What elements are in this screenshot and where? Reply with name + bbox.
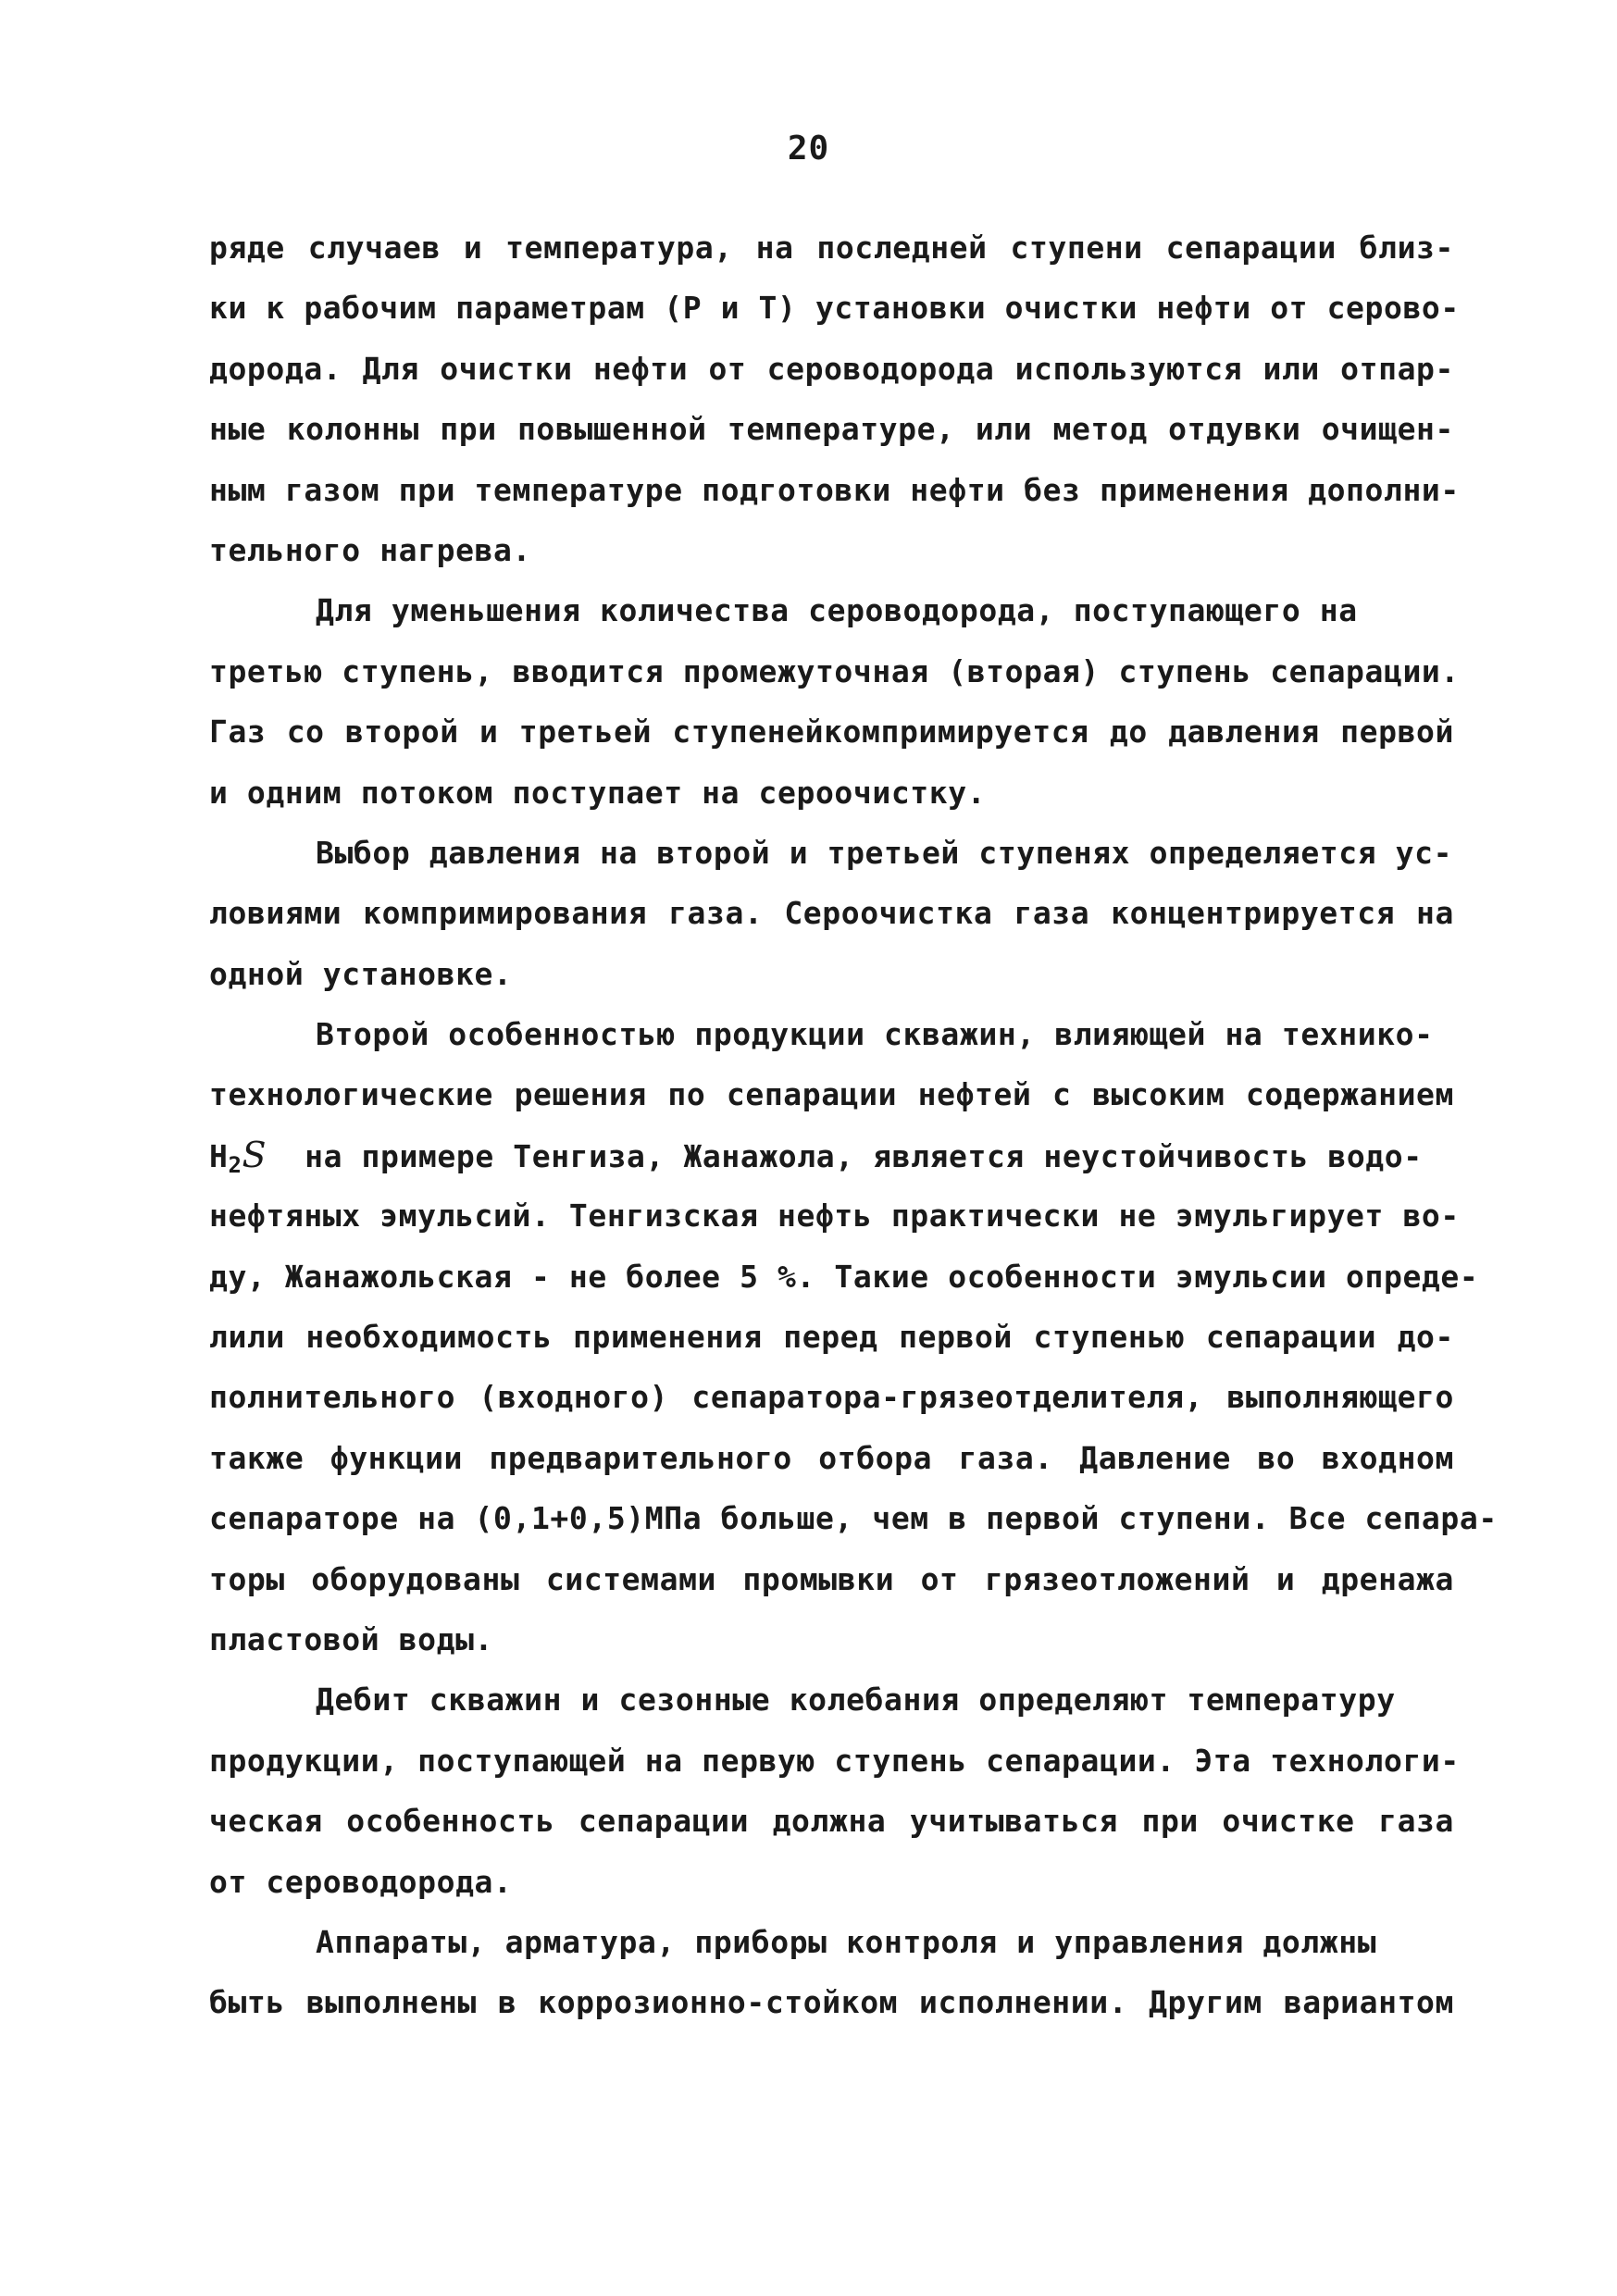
text-line: продукции, поступающей на первую ступень сепарации. Эта технологи-: [209, 1742, 1460, 1779]
text-line: ловиями компримирования газа. Сероочистка газа концентрируется на: [209, 895, 1454, 932]
text-line: Газ со второй и третьей ступенейкомпримируется до давления первой: [209, 714, 1454, 751]
text-line: Дебит скважин и сезонные колебания определяют температуру: [316, 1682, 1396, 1719]
paragraph-1: [209, 217, 1460, 580]
text-line: также функции предварительного отбора газа. Давление во входном: [209, 1439, 1454, 1476]
page-number: 20: [787, 130, 830, 168]
text-line: ческая особенность сепарации должна учитываться при очистке газа: [209, 1803, 1454, 1840]
text-line: торы оборудованы системами промывки от грязеотложений и дренажа: [209, 1560, 1454, 1597]
text-line: ряде случаев и температура, на последней ступени сепарации близ-: [209, 230, 1454, 266]
body-text: [209, 217, 1498, 2033]
text-line: ным газом при температуре подготовки нефти без применения дополни-: [209, 471, 1460, 508]
text-line: быть выполнены в коррозионно-стойком исполнении. Другим вариантом: [209, 1984, 1454, 2021]
text-line: от сероводорода.: [209, 1863, 513, 1900]
text-line: Для уменьшения количества сероводорода, поступающего на: [316, 592, 1358, 629]
paragraph-2: [209, 580, 1460, 823]
text-line: пластовой воды.: [209, 1620, 494, 1657]
text-line: нефтяных эмульсий. Тенгизская нефть практически не эмульгирует во-: [209, 1198, 1460, 1235]
text-line: Аппараты, арматура, приборы контроля и управления должны: [316, 1923, 1377, 1960]
text-line: третью ступень, вводится промежуточная (вторая) ступень сепарации.: [209, 652, 1460, 689]
text-line: одной установке.: [209, 955, 513, 992]
text-line: дорода. Для очистки нефти от сероводорода используются или отпар-: [209, 350, 1454, 387]
text-line: Выбор давления на второй и третьей ступенях определяется ус-: [316, 834, 1453, 871]
paragraph-5: [209, 1669, 1460, 1912]
text-line: ные колонны при повышенной температуре, или метод отдувки очищен-: [209, 411, 1454, 448]
text-line: полнительного (входного) сепаратора-грязеотделителя, выполняющего: [209, 1379, 1454, 1416]
text-line: Второй особенностью продукции скважин, влияющей на технико-: [316, 1016, 1434, 1053]
text-line: и одним потоком поступает на сероочистку.: [209, 774, 987, 811]
text-line: ки к рабочим параметрам (Р и Т) установки очистки нефти от серово-: [209, 290, 1460, 327]
formula-h2s: $H_2S$: [209, 1134, 267, 1178]
paragraph-3: [209, 823, 1454, 1004]
text-line: ду, Жанажольская - не более 5 %. Такие особенности эмульсии опреде-: [209, 1258, 1479, 1295]
text-line: тельного нагрева.: [209, 531, 531, 568]
paragraph-6: [209, 1912, 1454, 2033]
text-line: на примере Тенгиза, Жанажола, является неустойчивость водо-: [305, 1137, 1423, 1174]
paragraph-4: [209, 1004, 1498, 1669]
text-line-with-formula: [209, 1125, 1454, 1185]
text-line: сепараторе на (0,1+0,5)МПа больше, чем в первой ступени. Все сепара-: [209, 1500, 1498, 1537]
text-line: лили необходимость применения перед первой ступенью сепарации до-: [209, 1319, 1454, 1356]
text-line: технологические решения по сепарации нефтей с высоким содержанием: [209, 1076, 1454, 1113]
